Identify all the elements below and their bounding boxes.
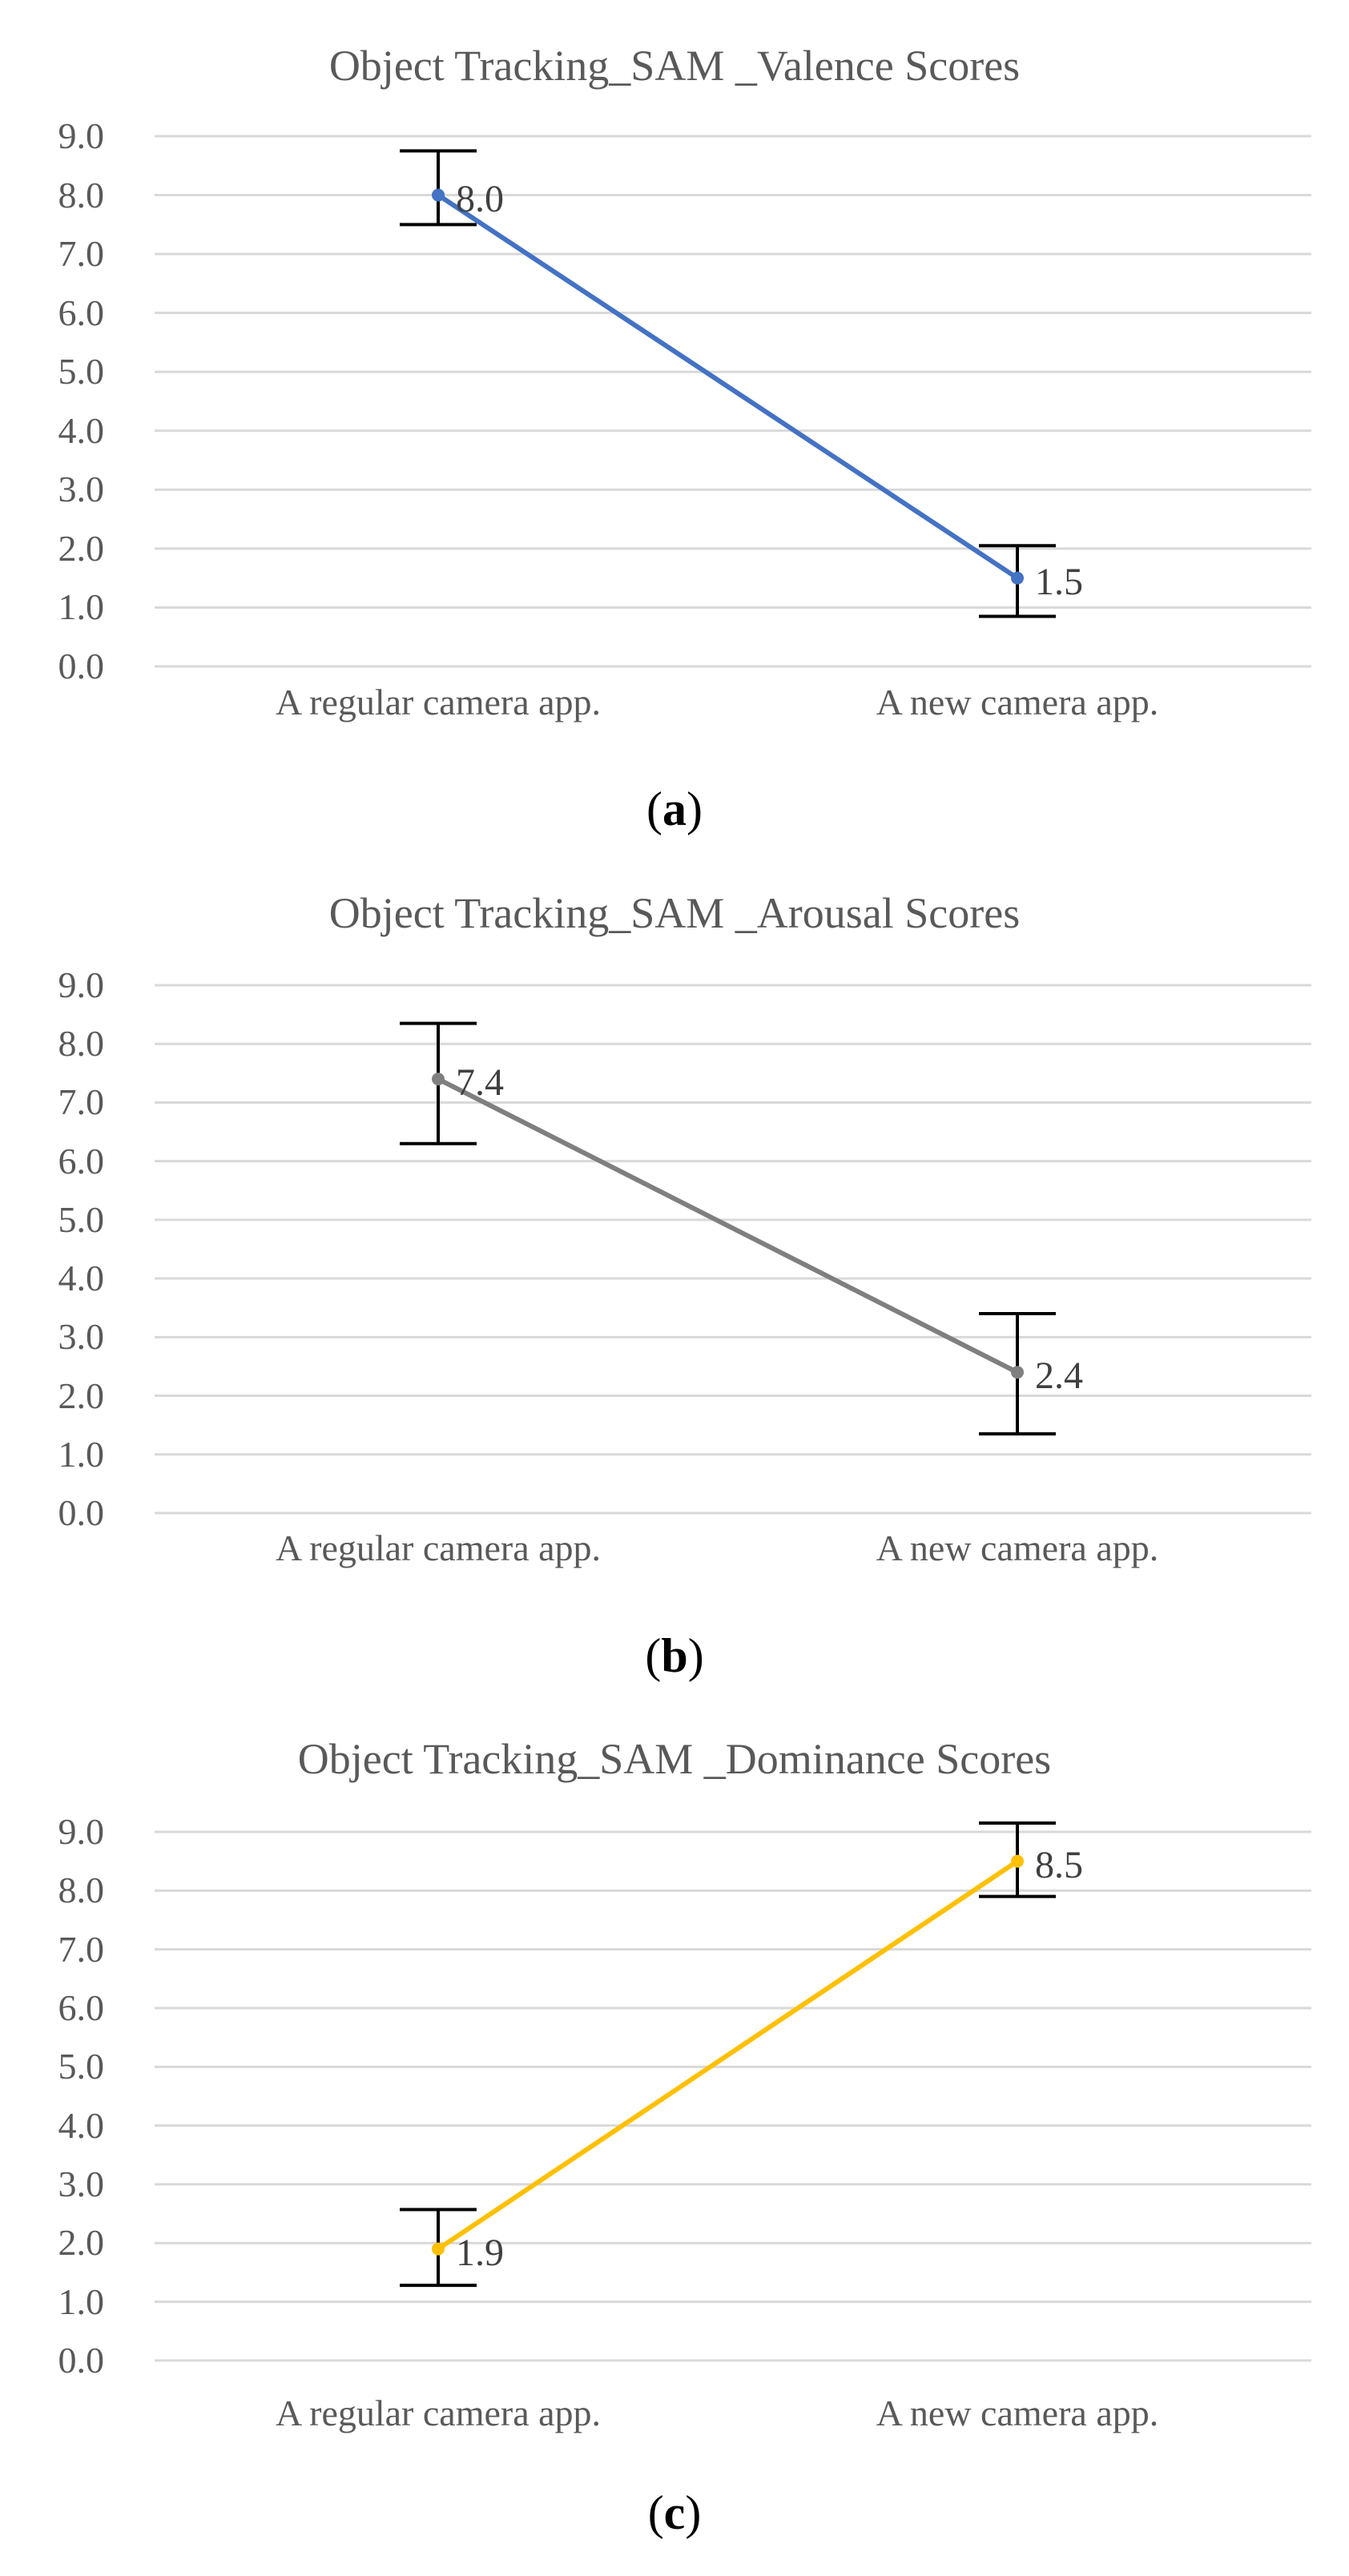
y-tick-label: 2.0 [58, 1375, 104, 1416]
y-tick-label: 8.0 [58, 1870, 104, 1911]
data-point [432, 2243, 445, 2256]
y-tick-label: 9.0 [58, 115, 104, 156]
chart-title: Object Tracking_SAM _Valence Scores [328, 42, 1021, 90]
y-tick-label: 2.0 [58, 2222, 104, 2264]
x-label-regular: A regular camera app. [275, 682, 602, 722]
y-tick-label: 7.0 [58, 1081, 104, 1123]
x-label-new: A new camera app. [876, 682, 1159, 722]
data-label: 2.4 [1035, 1354, 1083, 1398]
series-line [438, 1862, 1017, 2249]
panel-caption: (c) [647, 2486, 702, 2539]
panel-caption: (a) [646, 783, 703, 835]
y-tick-label: 0.0 [58, 1492, 104, 1533]
x-label-regular: A regular camera app. [275, 2393, 602, 2433]
data-label: 1.5 [1035, 560, 1083, 603]
y-tick-label: 4.0 [58, 2104, 104, 2146]
y-tick-label: 1.0 [58, 586, 104, 628]
y-tick-label: 3.0 [58, 2163, 104, 2204]
y-tick-label: 9.0 [58, 964, 104, 1005]
data-point [1011, 1855, 1024, 1868]
y-tick-label: 3.0 [58, 1316, 104, 1358]
data-label: 7.4 [456, 1061, 504, 1105]
y-tick-label: 6.0 [58, 1987, 104, 2028]
y-tick-label: 0.0 [58, 2340, 104, 2381]
y-tick-label: 2.0 [58, 527, 104, 569]
y-tick-label: 4.0 [58, 1258, 104, 1299]
y-tick-label: 1.0 [58, 2280, 104, 2322]
data-label: 1.9 [456, 2231, 504, 2274]
y-tick-label: 6.0 [58, 292, 104, 333]
y-tick-label: 7.0 [58, 233, 104, 275]
data-label: 8.0 [456, 177, 504, 220]
y-tick-label: 1.0 [58, 1433, 104, 1475]
chart-title: Object Tracking_SAM _Dominance Scores [297, 1735, 1052, 1783]
x-label-regular: A regular camera app. [275, 1527, 602, 1568]
y-tick-label: 5.0 [58, 351, 104, 392]
y-tick-label: 6.0 [58, 1140, 104, 1181]
y-tick-label: 9.0 [58, 1811, 104, 1852]
y-tick-label: 5.0 [58, 1198, 104, 1240]
panel-caption: (b) [645, 1629, 704, 1682]
chart-title: Object Tracking_SAM _Arousal Scores [328, 889, 1021, 937]
y-tick-label: 5.0 [58, 2046, 104, 2087]
data-label: 8.5 [1035, 1843, 1083, 1886]
x-label-new: A new camera app. [876, 1527, 1159, 1568]
y-tick-label: 8.0 [58, 174, 104, 215]
y-tick-label: 8.0 [58, 1023, 104, 1065]
y-tick-label: 3.0 [58, 469, 104, 510]
x-label-new: A new camera app. [876, 2393, 1159, 2433]
y-tick-label: 0.0 [58, 646, 104, 686]
y-tick-label: 4.0 [58, 409, 104, 451]
y-tick-label: 7.0 [58, 1928, 104, 1970]
